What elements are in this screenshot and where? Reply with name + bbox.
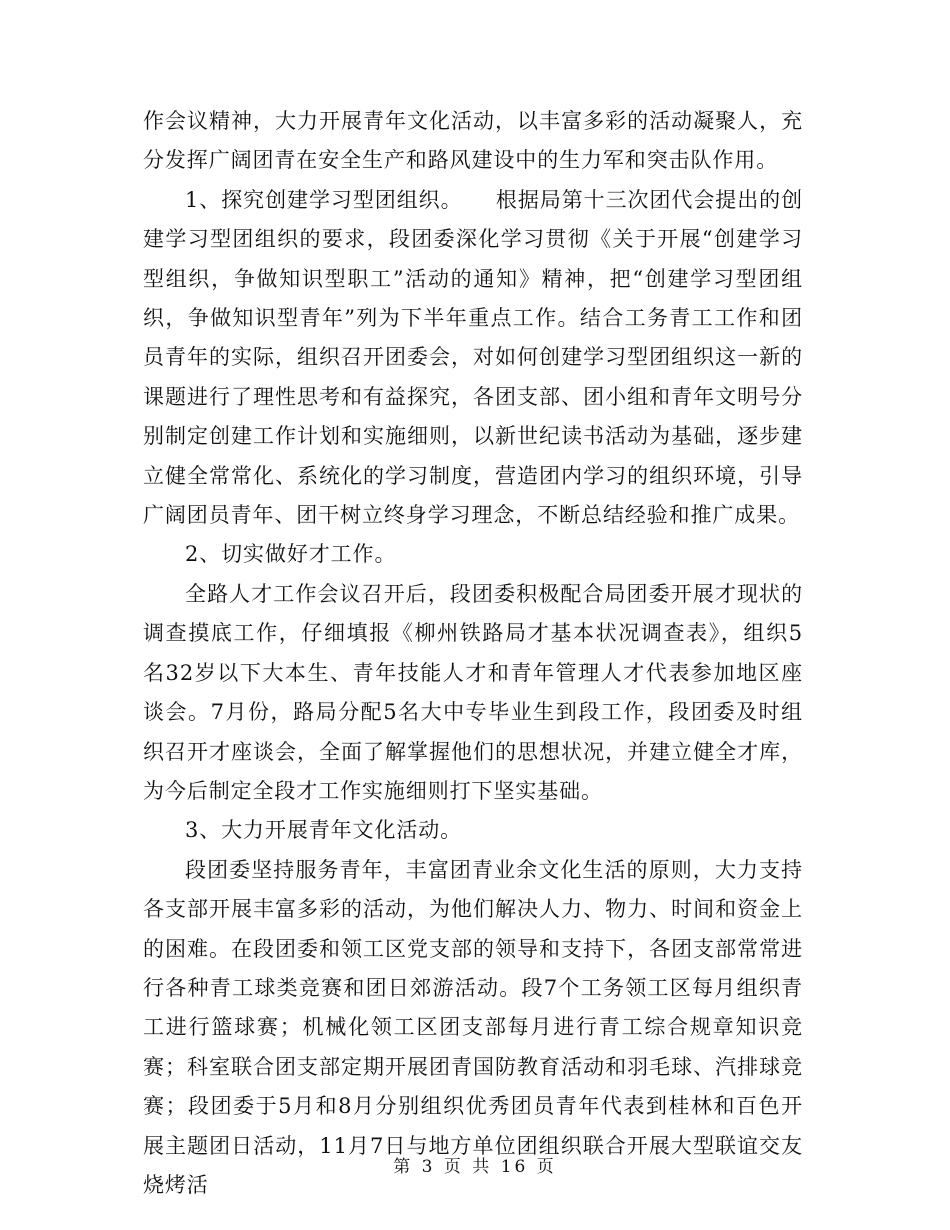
paragraph-section-3: 段团委坚持服务青年，丰富团青业余文化生活的原则，大力支持各支部开展丰富多彩的活动，为他们解决人力、物力、时间和资金上的困难。在段团委和领工区党支部的领导和支持下，各团支部常常进行各种青工球类竞赛和团日郊游活动。段7个工务领工区每月组织青工进行篮球赛；机械化领工区团支部每月进行青工综合规章知识竞赛；科室联合团支部定期开展团青国防教育活动和羽毛球、汽排球竞赛；段团委于5月和8月分别组织优秀团员青年代表到桂林和百色开展主题团日活动，11月7日与地方单位团组织联合开展大型联谊交友烧烤活 (143, 857, 803, 1197)
document-body (143, 102, 803, 1205)
page-number-footer: 第 3 页 共 16 页 (393, 1157, 557, 1177)
paragraph-continuation: 作会议精神，大力开展青年文化活动，以丰富多彩的活动凝聚人，充分发挥广阔团青在安全生产和路风建设中的生力军和突击队作用。 (143, 109, 803, 173)
paragraph-section-1: 1、探究创建学习型团组织。 根据局第十三次团代会提出的创建学习型团组织的要求，段团委深化学习贯彻《关于开展“创建学习型组织，争做知识型职工”活动的通知》精神，把“创建学习型团组织，争做知识型青年”列为下半年重点工作。结合工务青工工作和团员青年的实际，组织召开团委会，对如何创建学习型团组织这一新的课题进行了理性思考和有益探究，各团支部、团小组和青年文明号分别制定创建工作计划和实施细则，以新世纪读书活动为基础，逐步建立健全常常化、系统化的学习制度，营造团内学习的组织环境，引导广阔团员青年、团干树立终身学习理念，不断总结经验和推广成果。 (143, 187, 803, 528)
paragraph-section-2: 全路人才工作会议召开后，段团委积极配合局团委开展才现状的调查摸底工作，仔细填报《柳州铁路局才基本状况调查表》，组织5名32岁以下大本生、青年技能人才和青年管理人才代表参加地区座谈会。7月份，路局分配5名大中专毕业生到段工作，段团委及时组织召开才座谈会，全面了解掌握他们的思想状况，并建立健全才库，为今后制定全段才工作实施细则打下坚实基础。 (143, 581, 803, 803)
heading-section-3: 3、大力开展青年文化活动。 (185, 818, 463, 843)
heading-section-2: 2、切实做好才工作。 (185, 542, 397, 567)
